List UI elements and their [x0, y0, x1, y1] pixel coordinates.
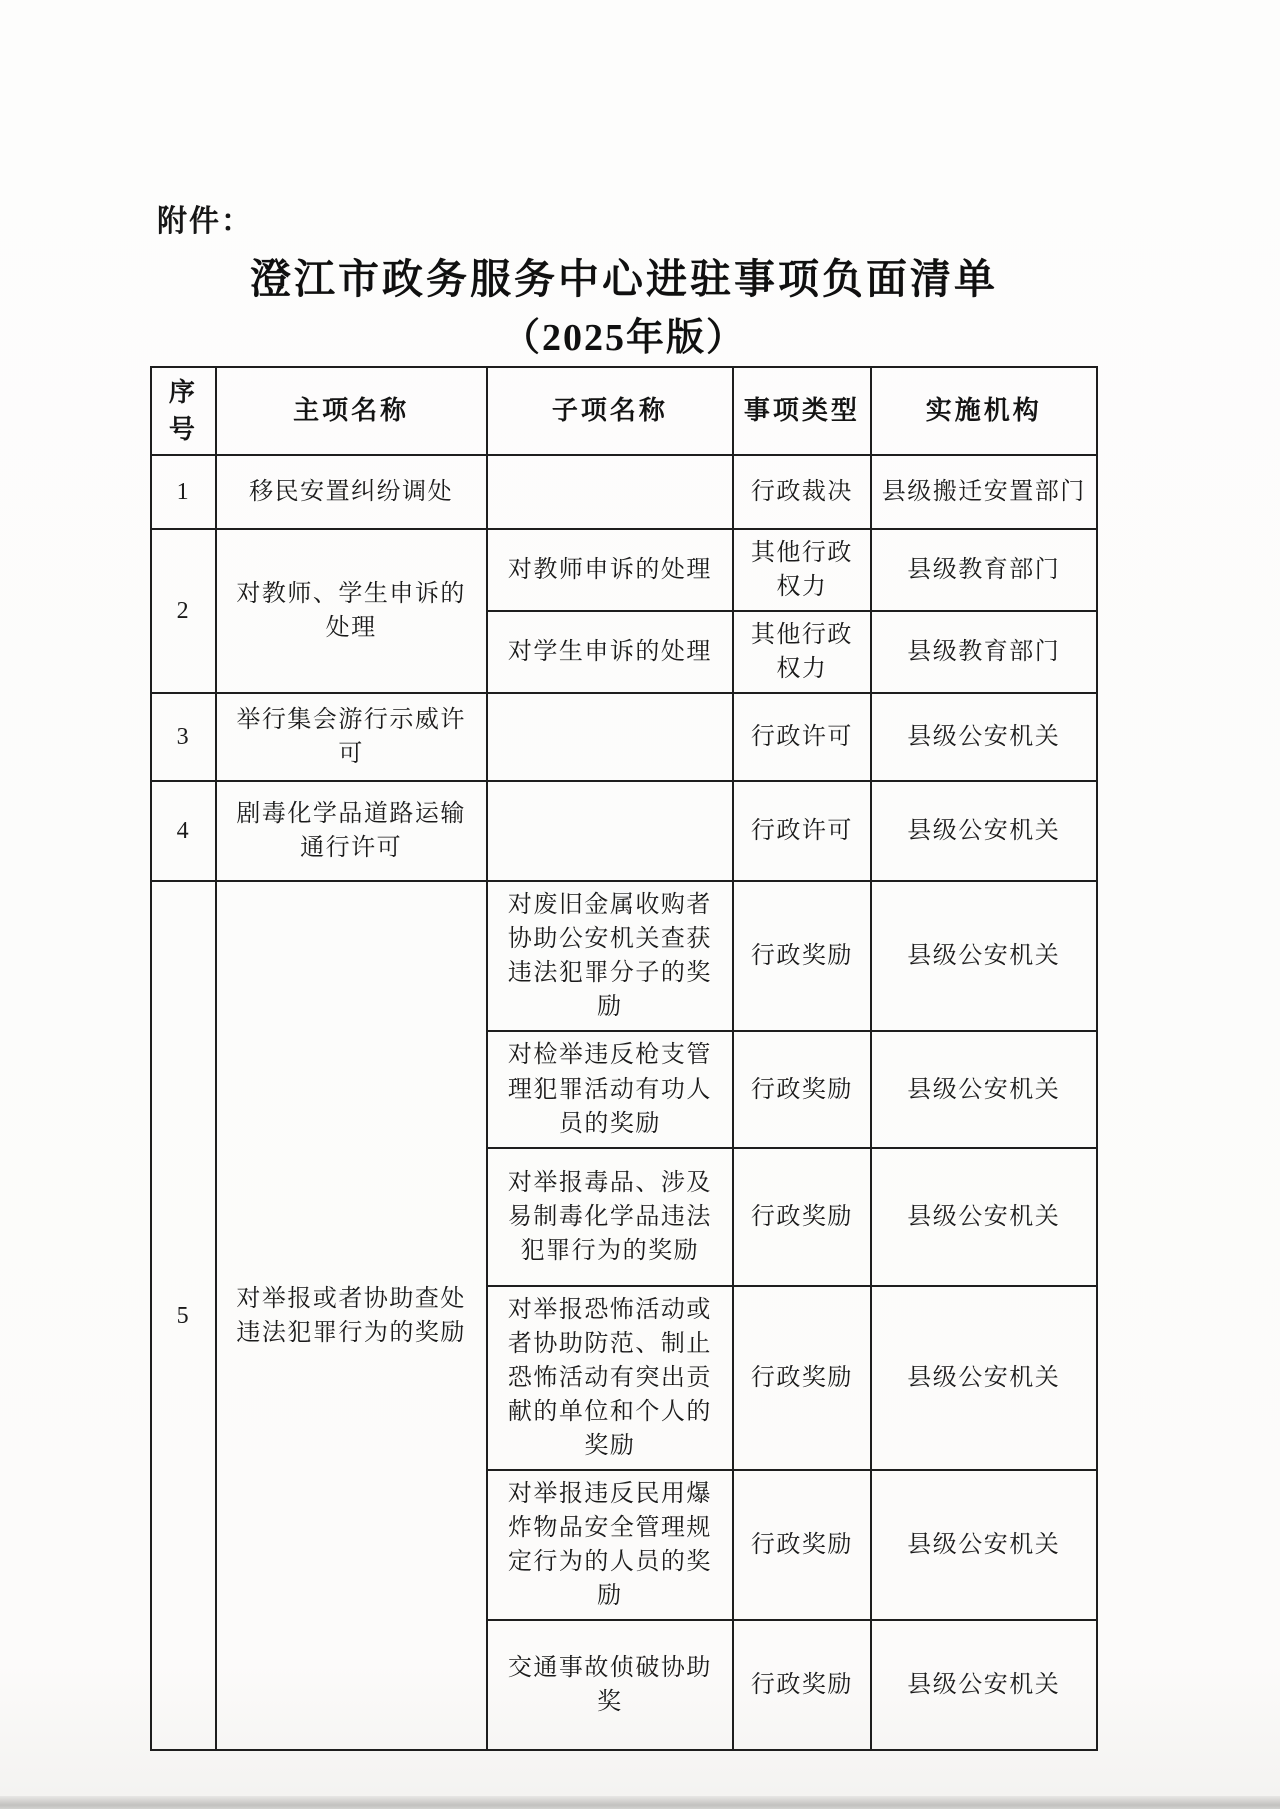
sub-item-name-cell: 对废旧金属收购者协助公安机关查获违法犯罪分子的奖励	[487, 881, 734, 1031]
implementing-agency-cell: 县级公安机关	[871, 693, 1097, 781]
sub-item-name-cell: 对举报违反民用爆炸物品安全管理规定行为的人员的奖励	[487, 1470, 734, 1620]
table-row	[151, 881, 1097, 1031]
item-type-cell: 行政奖励	[733, 1470, 870, 1620]
column-header-serial-number: 序号	[151, 367, 216, 455]
item-type-cell: 行政奖励	[733, 881, 870, 1031]
column-header-item-type: 事项类型	[733, 367, 870, 455]
sub-item-name-cell	[487, 455, 734, 529]
item-type-cell: 其他行政权力	[733, 529, 870, 611]
main-item-name-cell: 剧毒化学品道路运输通行许可	[216, 781, 487, 881]
sub-item-name-cell: 交通事故侦破协助奖	[487, 1620, 734, 1750]
serial-number-cell: 1	[151, 455, 216, 529]
table-row	[151, 529, 1097, 611]
implementing-agency-cell: 县级公安机关	[871, 1620, 1097, 1750]
implementing-agency-cell: 县级公安机关	[871, 1148, 1097, 1286]
document-title: 澄江市政务服务中心进驻事项负面清单	[250, 256, 998, 302]
implementing-agency-cell: 县级搬迁安置部门	[871, 455, 1097, 529]
serial-number-cell: 5	[151, 881, 216, 1750]
sub-item-name-cell: 对检举违反枪支管理犯罪活动有功人员的奖励	[487, 1031, 734, 1147]
scan-bottom-edge-artifact	[0, 1796, 1280, 1809]
negative-list-table-body	[151, 455, 1097, 1751]
document-subtitle: （2025年版）	[501, 317, 746, 359]
item-type-cell: 行政许可	[733, 693, 870, 781]
implementing-agency-cell: 县级公安机关	[871, 1470, 1097, 1620]
item-type-cell: 行政奖励	[733, 1148, 870, 1286]
implementing-agency-cell: 县级公安机关	[871, 1031, 1097, 1147]
sub-item-name-cell	[487, 693, 734, 781]
item-type-cell: 行政许可	[733, 781, 870, 881]
implementing-agency-cell: 县级公安机关	[871, 1286, 1097, 1470]
main-item-name-cell: 举行集会游行示威许可	[216, 693, 487, 781]
attachment-label: 附件：	[157, 205, 253, 238]
table-row	[151, 455, 1097, 529]
sub-item-name-cell: 对举报毒品、涉及易制毒化学品违法犯罪行为的奖励	[487, 1148, 734, 1286]
sub-item-name-cell: 对举报恐怖活动或者协助防范、制止恐怖活动有突出贡献的单位和个人的奖励	[487, 1286, 734, 1470]
table-header-row	[151, 367, 1097, 455]
implementing-agency-cell: 县级公安机关	[871, 781, 1097, 881]
serial-number-cell: 3	[151, 693, 216, 781]
column-header-sub-item-name: 子项名称	[487, 367, 734, 455]
table-row	[151, 693, 1097, 781]
item-type-cell: 行政奖励	[733, 1620, 870, 1750]
column-header-implementing-agency: 实施机构	[871, 367, 1097, 455]
implementing-agency-cell: 县级教育部门	[871, 529, 1097, 611]
item-type-cell: 行政奖励	[733, 1031, 870, 1147]
item-type-cell: 行政裁决	[733, 455, 870, 529]
item-type-cell: 其他行政权力	[733, 611, 870, 693]
serial-number-cell: 4	[151, 781, 216, 881]
sub-item-name-cell	[487, 781, 734, 881]
main-item-name-cell: 移民安置纠纷调处	[216, 455, 487, 529]
column-header-main-item-name: 主项名称	[216, 367, 487, 455]
negative-list-table	[150, 366, 1098, 1751]
sub-item-name-cell: 对学生申诉的处理	[487, 611, 734, 693]
implementing-agency-cell: 县级教育部门	[871, 611, 1097, 693]
sub-item-name-cell: 对教师申诉的处理	[487, 529, 734, 611]
item-type-cell: 行政奖励	[733, 1286, 870, 1470]
implementing-agency-cell: 县级公安机关	[871, 881, 1097, 1031]
main-item-name-cell: 对举报或者协助查处违法犯罪行为的奖励	[216, 881, 487, 1750]
main-item-name-cell: 对教师、学生申诉的处理	[216, 529, 487, 693]
table-row	[151, 781, 1097, 881]
serial-number-cell: 2	[151, 529, 216, 693]
